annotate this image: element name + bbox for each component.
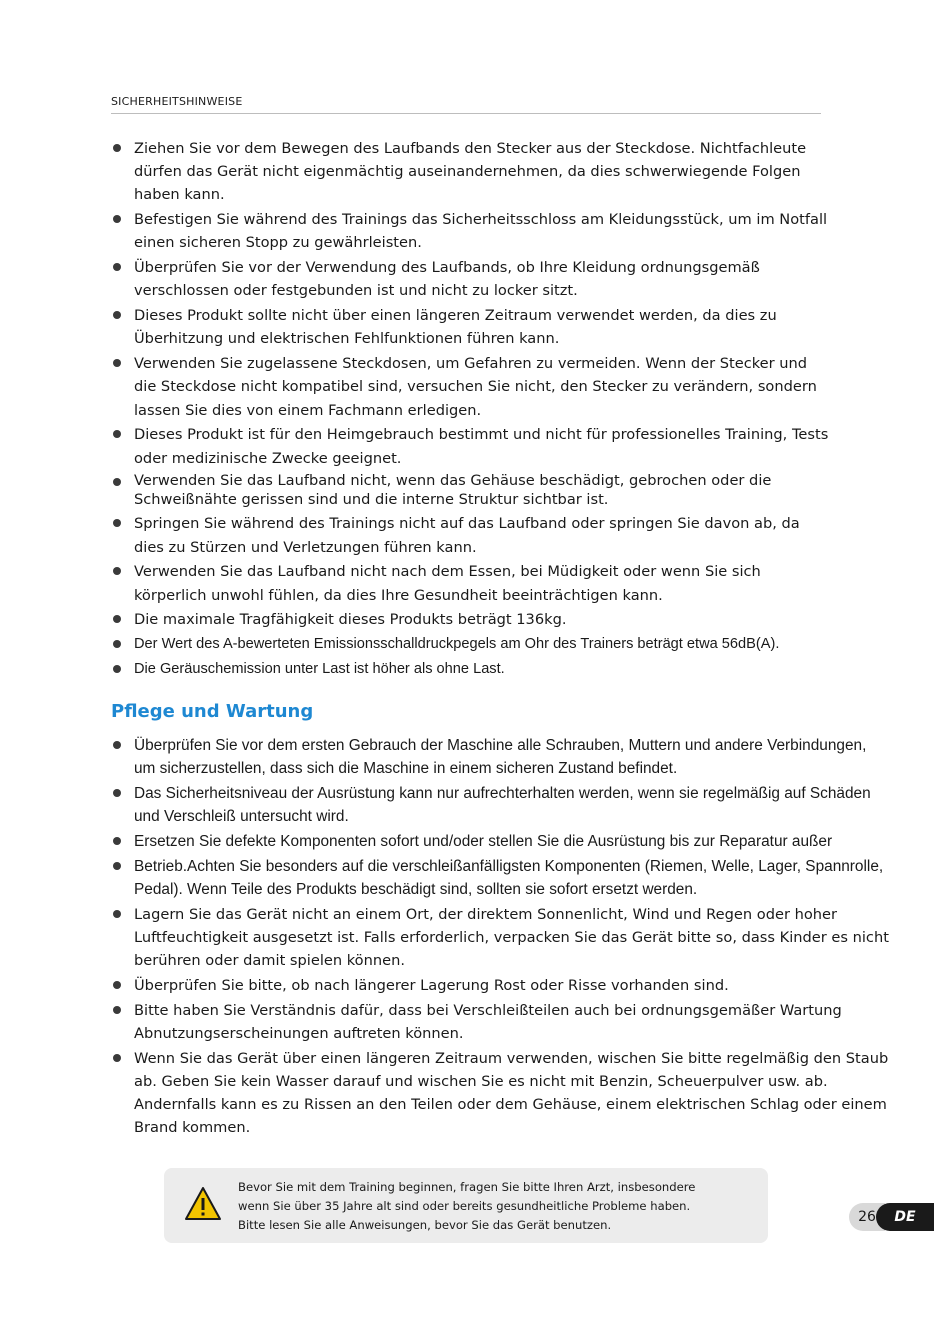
list-item: Das Sicherheitsniveau der Ausrüstung kann nur aufrechterhalten werden, wenn sie regelmäßig auf Schäden und Verschleiß untersucht wird. <box>111 782 891 828</box>
bullet-icon <box>113 615 121 623</box>
section-header: SICHERHEITSHINWEISE <box>111 95 821 114</box>
list-item: Verwenden Sie zugelassene Steckdosen, um Gefahren zu vermeiden. Wenn der Stecker und die Steckdose nicht kompatibel sind, versuchen Sie nicht, den Stecker zu verändern, sondern lassen Sie dies von einem Fachmann erledigen. <box>111 352 831 422</box>
bullet-icon <box>113 215 121 223</box>
bullet-icon <box>113 311 121 319</box>
bullet-icon <box>113 789 121 797</box>
list-item: Ziehen Sie vor dem Bewegen des Laufbands den Stecker aus der Steckdose. Nichtfachleute dürfen das Gerät nicht eigenmächtig auseinandernehmen, da dies schwerwiegende Folgen haben kann. <box>111 137 831 207</box>
list-item: Betrieb.Achten Sie besonders auf die verschleißanfälligsten Komponenten (Riemen, Welle, Lager, Spannrolle, Pedal). Wenn Teile des Produkts beschädigt sind, sollten sie sofort ersetzt werden. <box>111 855 891 901</box>
warning-triangle-icon <box>184 1186 222 1222</box>
list-item: Verwenden Sie das Laufband nicht, wenn das Gehäuse beschädigt, gebrochen oder die Schweißnähte gerissen sind und die interne Struktur sichtbar ist. <box>111 471 831 509</box>
list-item: Überprüfen Sie bitte, ob nach längerer Lagerung Rost oder Risse vorhanden sind. <box>111 974 891 997</box>
list-item: Überprüfen Sie vor der Verwendung des Laufbands, ob Ihre Kleidung ordnungsgemäß verschlossen oder festgebunden ist und nicht zu locker sitzt. <box>111 256 831 302</box>
list-item: Dieses Produkt sollte nicht über einen längeren Zeitraum verwendet werden, da dies zu Überhitzung und elektrischen Fehlfunktionen führen kann. <box>111 304 831 350</box>
list-item: Überprüfen Sie vor dem ersten Gebrauch der Maschine alle Schrauben, Muttern und andere Verbindungen, um sicherzustellen, dass sich die Maschine in einem sicheren Zustand befindet. <box>111 734 891 780</box>
bullet-icon <box>113 837 121 845</box>
warning-note <box>164 1168 768 1243</box>
bullet-icon <box>113 665 121 673</box>
list-item: Wenn Sie das Gerät über einen längeren Zeitraum verwenden, wischen Sie bitte regelmäßig den Staub ab. Geben Sie kein Wasser darauf und wischen Sie es nicht mit Benzin, Scheuerpulver usw. ab. Andernfalls kann es zu Rissen an den Teilen oder dem Gehäuse, einem elektrischen Schlag oder einem Brand kommen. <box>111 1047 891 1140</box>
bullet-icon <box>113 567 121 575</box>
page-number: 26 <box>849 1203 885 1231</box>
bullet-icon <box>113 741 121 749</box>
section-title: Pflege und Wartung <box>111 701 314 722</box>
list-item: Springen Sie während des Trainings nicht auf das Laufband oder springen Sie davon ab, da dies zu Stürzen und Verletzungen führen kann. <box>111 512 831 558</box>
maintenance-list <box>111 734 891 1141</box>
list-item: Befestigen Sie während des Trainings das Sicherheitsschloss am Kleidungsstück, um im Notfall einen sicheren Stopp zu gewährleisten. <box>111 208 831 254</box>
list-item: Lagern Sie das Gerät nicht an einem Ort, der direktem Sonnenlicht, Wind und Regen oder hoher Luftfeuchtigkeit ausgesetzt ist. Falls erforderlich, verpacken Sie das Gerät bitte so, dass Kinder es nicht berühren oder damit spielen können. <box>111 903 891 973</box>
list-item: Der Wert des A-bewerteten Emissionsschalldruckpegels am Ohr des Trainers beträgt etwa 56dB(A). <box>111 633 831 656</box>
bullet-icon <box>113 359 121 367</box>
bullet-icon <box>113 1006 121 1014</box>
bullet-icon <box>113 910 121 918</box>
language-tab: DE <box>876 1203 934 1231</box>
list-item: Verwenden Sie das Laufband nicht nach dem Essen, bei Müdigkeit oder wenn Sie sich körperlich unwohl fühlen, da dies Ihre Gesundheit beeinträchtigen kann. <box>111 560 831 606</box>
list-item: Die maximale Tragfähigkeit dieses Produkts beträgt 136kg. <box>111 608 831 631</box>
list-item: Die Geräuschemission unter Last ist höher als ohne Last. <box>111 658 831 681</box>
bullet-icon <box>113 981 121 989</box>
list-item: Dieses Produkt ist für den Heimgebrauch bestimmt und nicht für professionelles Training, Tests oder medizinische Zwecke geeignet. <box>111 423 831 469</box>
bullet-icon <box>113 478 121 486</box>
bullet-icon <box>113 263 121 271</box>
note-text: Bevor Sie mit dem Training beginnen, fragen Sie bitte Ihren Arzt, insbesondere wenn Sie über 35 Jahre alt sind oder bereits gesundheitliche Probleme haben. Bitte lesen Sie alle Anweisungen, bevor Sie das Gerät benutzen. <box>238 1180 696 1232</box>
bullet-icon <box>113 862 121 870</box>
bullet-icon <box>113 144 121 152</box>
list-item: Bitte haben Sie Verständnis dafür, dass bei Verschleißteilen auch bei ordnungsgemäßer Wartung Abnutzungserscheinungen auftreten können. <box>111 999 891 1045</box>
bullet-icon <box>113 519 121 527</box>
bullet-icon <box>113 430 121 438</box>
bullet-icon <box>113 1054 121 1062</box>
list-item: Ersetzen Sie defekte Komponenten sofort und/oder stellen Sie die Ausrüstung bis zur Reparatur außer <box>111 830 891 853</box>
bullet-icon <box>113 640 121 648</box>
safety-list <box>111 137 831 683</box>
